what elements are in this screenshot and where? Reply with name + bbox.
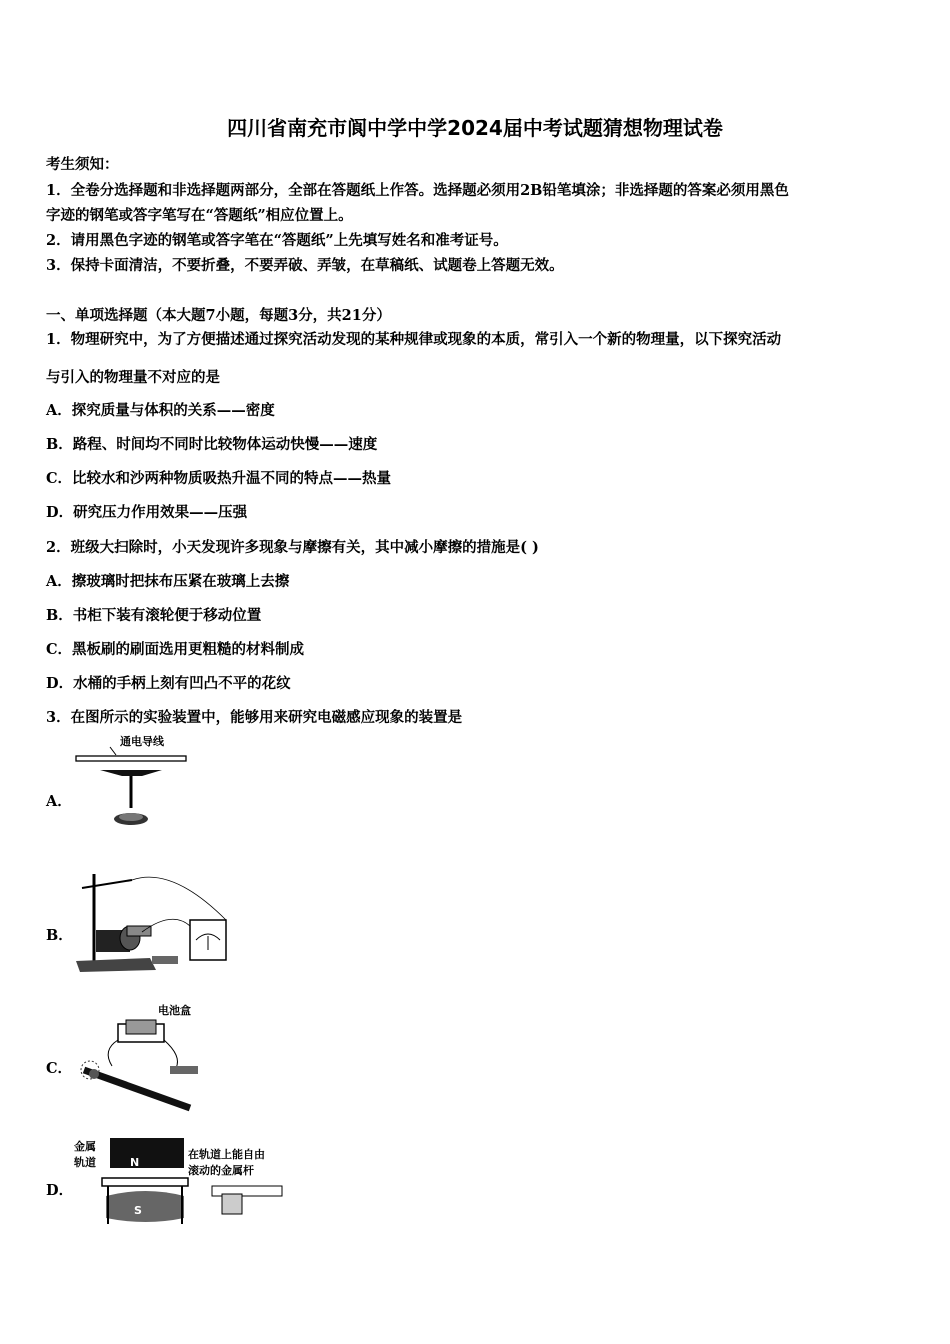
q3-option-c-label: C． [46, 1060, 73, 1077]
q3-figure-b [72, 866, 242, 976]
q3-option-b-label: B． [46, 927, 73, 944]
fig-d-pole-s: S [134, 1204, 142, 1217]
section-heading: 一、单项选择题（本大题7小题，每题3分，共21分） [46, 307, 391, 324]
q2-stem: 2．班级大扫除时，小天发现许多现象与摩擦有关，其中减小摩擦的措施是( ) [46, 539, 539, 556]
q2-option-b: B．书柜下装有滚轮便于移动位置 [46, 607, 262, 624]
q2-option-c: C．黑板刷的刷面选用更粗糙的材料制成 [46, 641, 305, 658]
q1-option-a: A．探究质量与体积的关系——密度 [46, 402, 275, 419]
fig-d-pole-n: N [130, 1156, 140, 1169]
notice-item-1-cont: 字迹的钢笔或答字笔写在“答题纸”相应位置上。 [46, 207, 353, 224]
q2-option-d: D．水桶的手柄上刻有凹凸不平的花纹 [46, 675, 291, 692]
q3-figure-a [72, 733, 192, 838]
coil-galvanometer-illustration [72, 866, 242, 976]
q1-stem-line2: 与引入的物理量不对应的是 [46, 369, 220, 386]
q3-stem: 3．在图所示的实验装置中，能够用来研究电磁感应现象的装置是 [46, 709, 463, 726]
fig-d-right-label-1: 在轨道上能自由 [188, 1148, 265, 1161]
notice-item-1: 1．全卷分选择题和非选择题两部分，全部在答题纸上作答。选择题必须用2B铅笔填涂；非选择题的答案必须用黑色 [46, 182, 789, 199]
q1-option-d: D．研究压力作用效果——压强 [46, 504, 248, 521]
battery-coil-illustration [72, 1000, 212, 1120]
notice-heading: 考生须知： [46, 156, 119, 173]
page-title: 四川省南充市阆中学中学2024届中考试题猜想物理试卷 [227, 116, 723, 140]
fig-d-right-label-2: 滚动的金属杆 [188, 1164, 254, 1177]
q3-option-a-label: A． [46, 793, 72, 810]
fig-d-left-label-2: 轨道 [74, 1156, 96, 1169]
q3-figure-c [72, 1000, 212, 1120]
q3-option-d-label: D． [46, 1182, 74, 1199]
q1-option-b: B．路程、时间均不同时比较物体运动快慢——速度 [46, 436, 378, 453]
fig-a-wire-label: 通电导线 [120, 735, 164, 748]
fig-c-battery-label: 电池盒 [158, 1004, 191, 1017]
notice-item-2: 2．请用黑色字迹的钢笔或答字笔在“答题纸”上先填写姓名和准考证号。 [46, 232, 508, 249]
q3-figure-d [72, 1132, 292, 1228]
notice-item-3: 3．保持卡面清洁，不要折叠，不要弄破、弄皱，在草稿纸、试题卷上答题无效。 [46, 257, 564, 274]
q2-option-a: A．擦玻璃时把抹布压紧在玻璃上去擦 [46, 573, 290, 590]
q1-option-c: C．比较水和沙两种物质吸热升温不同的特点——热量 [46, 470, 392, 487]
fig-d-left-label-1: 金属 [74, 1140, 96, 1153]
q1-stem-line1: 1．物理研究中，为了方便描述通过探究活动发现的某种规律或现象的本质，常引入一个新的物理量，以下探究活动 [46, 331, 782, 348]
